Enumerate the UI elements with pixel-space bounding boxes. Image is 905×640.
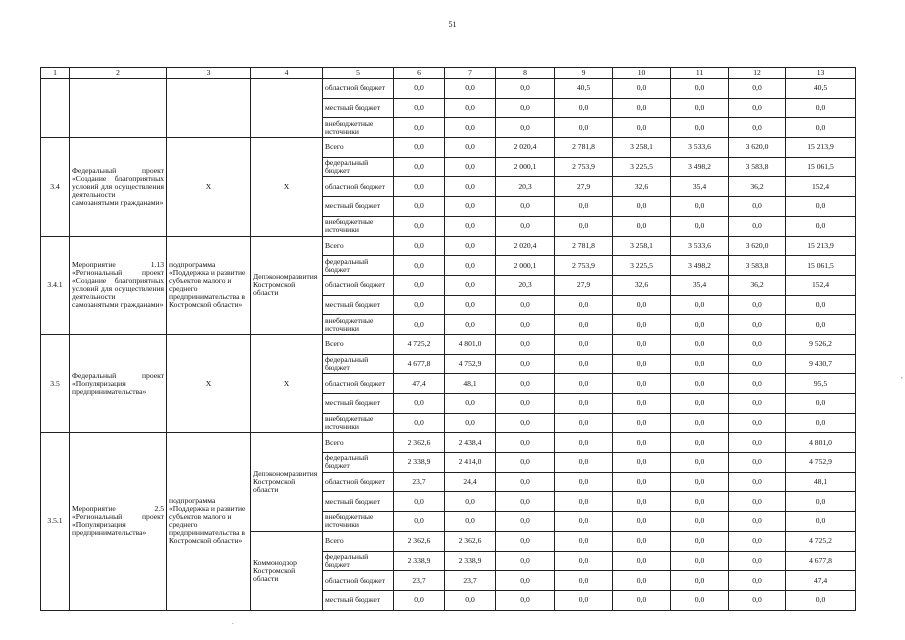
value-cell: 0,0 — [613, 394, 671, 414]
value-cell: 0,0 — [671, 197, 729, 217]
item-name: Мероприятие 2.5 «Региональный проект «Популяризация предпринимательства» — [70, 433, 167, 610]
value-cell: 0,0 — [555, 354, 613, 374]
value-cell: 0,0 — [496, 551, 555, 571]
value-cell: 0,0 — [671, 374, 729, 394]
funding-source: областной бюджет — [323, 79, 394, 99]
executor-cell: Депэкономразвития Костромской области — [251, 433, 323, 531]
value-cell: 152,4 — [786, 177, 856, 197]
value-cell: 0,0 — [729, 118, 786, 138]
column-header: 4 — [251, 68, 323, 79]
value-cell: 3 583,8 — [729, 256, 786, 276]
value-cell: 0,0 — [729, 334, 786, 354]
value-cell: 0,0 — [555, 394, 613, 414]
funding-source: внебюджетные источники — [323, 413, 394, 433]
value-cell: 0,0 — [671, 394, 729, 414]
value-cell: 0,0 — [786, 315, 856, 335]
value-cell: 0,0 — [394, 275, 445, 295]
value-cell: 0,0 — [445, 216, 496, 236]
value-cell: 0,0 — [613, 413, 671, 433]
value-cell: 3 583,8 — [729, 157, 786, 177]
executor-cell: Депэкономразвития Костромской области — [251, 236, 323, 334]
funding-source: федеральный бюджет — [323, 453, 394, 473]
value-cell: 0,0 — [394, 79, 445, 99]
funding-source: местный бюджет — [323, 197, 394, 217]
value-cell: 0,0 — [496, 98, 555, 118]
value-cell: 0,0 — [445, 492, 496, 512]
value-cell: 0,0 — [496, 374, 555, 394]
value-cell: 0,0 — [613, 118, 671, 138]
value-cell: 0,0 — [445, 79, 496, 99]
value-cell: 4 752,9 — [445, 354, 496, 374]
value-cell: 0,0 — [555, 315, 613, 335]
column-header: 3 — [167, 68, 251, 79]
funding-source: областной бюджет — [323, 472, 394, 492]
value-cell: 9 526,2 — [786, 334, 856, 354]
value-cell: 3 498,2 — [671, 256, 729, 276]
column-header: 8 — [496, 68, 555, 79]
value-cell: 0,0 — [555, 374, 613, 394]
value-cell: 23,7 — [394, 472, 445, 492]
value-cell: 35,4 — [671, 177, 729, 197]
value-cell: 0,0 — [729, 571, 786, 591]
subprogram-cell: подпрограмма «Поддержка и развитие субъектов малого и среднего предпринимательства в Костромской области» — [167, 433, 251, 610]
value-cell: 3 498,2 — [671, 157, 729, 177]
value-cell: 0,0 — [555, 98, 613, 118]
value-cell: 0,0 — [671, 118, 729, 138]
value-cell: 0,0 — [496, 531, 555, 551]
value-cell: 0,0 — [555, 334, 613, 354]
funding-source: внебюджетные источники — [323, 315, 394, 335]
value-cell: 4 752,9 — [786, 453, 856, 473]
value-cell: 3 258,1 — [613, 236, 671, 256]
value-cell: 0,0 — [786, 295, 856, 315]
column-header: 9 — [555, 68, 613, 79]
value-cell: 0,0 — [394, 315, 445, 335]
funding-source: Всего — [323, 531, 394, 551]
value-cell: 2 000,1 — [496, 256, 555, 276]
value-cell: 0,0 — [394, 394, 445, 414]
value-cell: 0,0 — [445, 512, 496, 532]
value-cell: 0,0 — [786, 197, 856, 217]
column-header: 2 — [70, 68, 167, 79]
value-cell: 32,6 — [613, 177, 671, 197]
value-cell: 0,0 — [729, 413, 786, 433]
value-cell: 0,0 — [555, 216, 613, 236]
column-header: 6 — [394, 68, 445, 79]
value-cell: 0,0 — [394, 256, 445, 276]
value-cell: 3 225,5 — [613, 157, 671, 177]
value-cell: 0,0 — [671, 492, 729, 512]
item-number: 3.5 — [41, 334, 70, 432]
value-cell: 0,0 — [613, 492, 671, 512]
funding-source: областной бюджет — [323, 275, 394, 295]
value-cell: 0,0 — [786, 512, 856, 532]
funding-source: внебюджетные источники — [323, 216, 394, 236]
value-cell: 0,0 — [671, 216, 729, 236]
value-cell: 0,0 — [394, 413, 445, 433]
value-cell: 0,0 — [671, 571, 729, 591]
value-cell: 0,0 — [555, 512, 613, 532]
value-cell: 0,0 — [496, 394, 555, 414]
value-cell: 48,1 — [786, 472, 856, 492]
item-number: 3.4.1 — [41, 236, 70, 334]
value-cell: 0,0 — [496, 216, 555, 236]
table-row — [41, 334, 856, 354]
column-header: 11 — [671, 68, 729, 79]
value-cell: 0,0 — [445, 236, 496, 256]
value-cell: 0,0 — [555, 472, 613, 492]
value-cell: 3 533,6 — [671, 236, 729, 256]
value-cell: 0,0 — [496, 492, 555, 512]
value-cell: 0,0 — [613, 531, 671, 551]
item-name: Мероприятие 1.13 «Региональный проект «Создание благоприятных условий для осуществления деятельности самозанятыми гражданами» — [70, 236, 167, 334]
funding-source: местный бюджет — [323, 295, 394, 315]
value-cell: 15 213,9 — [786, 236, 856, 256]
value-cell: 0,0 — [445, 157, 496, 177]
value-cell: 0,0 — [394, 236, 445, 256]
value-cell: 0,0 — [445, 394, 496, 414]
value-cell: 15 213,9 — [786, 138, 856, 158]
value-cell: 0,0 — [445, 275, 496, 295]
item-name: Федеральный проект «Создание благоприятных условий для осуществления деятельности самозанятыми гражданами» — [70, 138, 167, 236]
value-cell: 0,0 — [729, 354, 786, 374]
funding-source: местный бюджет — [323, 590, 394, 610]
page-number: 51 — [448, 20, 457, 29]
executor-cell: Коммонодзор Костромской области — [251, 531, 323, 610]
value-cell: 2 753,9 — [555, 256, 613, 276]
value-cell: 0,0 — [613, 197, 671, 217]
value-cell: 3 225,5 — [613, 256, 671, 276]
value-cell: 0,0 — [496, 334, 555, 354]
value-cell: 0,0 — [394, 138, 445, 158]
value-cell: 0,0 — [671, 334, 729, 354]
value-cell: 2 020,4 — [496, 138, 555, 158]
value-cell: 4 801,0 — [786, 433, 856, 453]
funding-source: федеральный бюджет — [323, 256, 394, 276]
value-cell: 3 620,0 — [729, 236, 786, 256]
value-cell: 0,0 — [445, 295, 496, 315]
value-cell: 0,0 — [394, 590, 445, 610]
value-cell: 0,0 — [671, 433, 729, 453]
value-cell: 0,0 — [729, 453, 786, 473]
value-cell: 0,0 — [671, 413, 729, 433]
value-cell: 0,0 — [445, 197, 496, 217]
value-cell: 32,6 — [613, 275, 671, 295]
value-cell: 40,5 — [786, 79, 856, 99]
value-cell: 0,0 — [555, 453, 613, 473]
value-cell: 0,0 — [613, 79, 671, 99]
value-cell: 0,0 — [729, 433, 786, 453]
funding-source: федеральный бюджет — [323, 354, 394, 374]
funding-source: внебюджетные источники — [323, 512, 394, 532]
value-cell: 0,0 — [555, 413, 613, 433]
column-header: 1 — [41, 68, 70, 79]
value-cell: 0,0 — [613, 472, 671, 492]
value-cell: 47,4 — [786, 571, 856, 591]
value-cell: 2 438,4 — [445, 433, 496, 453]
value-cell: 0,0 — [394, 216, 445, 236]
value-cell: 4 677,8 — [786, 551, 856, 571]
value-cell: 0,0 — [445, 413, 496, 433]
item-name — [70, 79, 167, 138]
value-cell: 0,0 — [729, 551, 786, 571]
value-cell: 0,0 — [729, 295, 786, 315]
value-cell: 0,0 — [786, 98, 856, 118]
value-cell: 0,0 — [496, 79, 555, 99]
value-cell: 0,0 — [671, 79, 729, 99]
value-cell: 0,0 — [786, 590, 856, 610]
value-cell: 35,4 — [671, 275, 729, 295]
subprogram-cell: подпрограмма «Поддержка и развитие субъектов малого и среднего предпринимательства в Костромской области» — [167, 236, 251, 334]
value-cell: 47,4 — [394, 374, 445, 394]
value-cell: 0,0 — [613, 453, 671, 473]
subprogram-cell: Х — [167, 334, 251, 432]
funding-source: местный бюджет — [323, 492, 394, 512]
value-cell: 0,0 — [555, 118, 613, 138]
value-cell: 0,0 — [394, 118, 445, 138]
value-cell: 27,9 — [555, 177, 613, 197]
value-cell: 0,0 — [613, 354, 671, 374]
value-cell: 0,0 — [729, 197, 786, 217]
value-cell: 0,0 — [613, 590, 671, 610]
table-row — [41, 433, 856, 453]
value-cell: 0,0 — [786, 492, 856, 512]
value-cell: 0,0 — [496, 453, 555, 473]
value-cell: 0,0 — [496, 472, 555, 492]
item-number — [41, 79, 70, 138]
value-cell: 0,0 — [445, 138, 496, 158]
value-cell: 0,0 — [613, 334, 671, 354]
value-cell: 0,0 — [394, 295, 445, 315]
value-cell: 0,0 — [496, 512, 555, 532]
value-cell: 0,0 — [671, 453, 729, 473]
value-cell: 0,0 — [555, 492, 613, 512]
value-cell: 0,0 — [729, 531, 786, 551]
value-cell: 0,0 — [671, 472, 729, 492]
value-cell: 2 362,6 — [445, 531, 496, 551]
value-cell: 4 801,0 — [445, 334, 496, 354]
value-cell: 4 725,2 — [394, 334, 445, 354]
scan-mark: . — [232, 618, 234, 626]
value-cell: 0,0 — [613, 216, 671, 236]
funding-source: Всего — [323, 138, 394, 158]
value-cell: 0,0 — [496, 433, 555, 453]
value-cell: 0,0 — [445, 256, 496, 276]
subprogram-cell — [167, 79, 251, 138]
value-cell: 0,0 — [786, 118, 856, 138]
value-cell: 2 338,9 — [394, 551, 445, 571]
value-cell: 0,0 — [496, 295, 555, 315]
value-cell: 20,3 — [496, 177, 555, 197]
value-cell: 2 414,0 — [445, 453, 496, 473]
value-cell: 0,0 — [496, 413, 555, 433]
funding-source: Всего — [323, 334, 394, 354]
value-cell: 3 620,0 — [729, 138, 786, 158]
item-number: 3.4 — [41, 138, 70, 236]
value-cell: 0,0 — [729, 315, 786, 335]
value-cell: 0,0 — [445, 98, 496, 118]
value-cell: 40,5 — [555, 79, 613, 99]
value-cell: 0,0 — [613, 512, 671, 532]
value-cell: 0,0 — [555, 531, 613, 551]
value-cell: 0,0 — [729, 472, 786, 492]
funding-source: Всего — [323, 433, 394, 453]
item-name: Федеральный проект «Популяризация предпринимательства» — [70, 334, 167, 432]
value-cell: 0,0 — [671, 295, 729, 315]
value-cell: 0,0 — [496, 354, 555, 374]
value-cell: 0,0 — [394, 197, 445, 217]
value-cell: 3 258,1 — [613, 138, 671, 158]
value-cell: 2 362,6 — [394, 433, 445, 453]
column-header: 12 — [729, 68, 786, 79]
value-cell: 0,0 — [729, 79, 786, 99]
executor-cell: Х — [251, 334, 323, 432]
value-cell: 0,0 — [729, 98, 786, 118]
value-cell: 0,0 — [786, 413, 856, 433]
value-cell: 24,4 — [445, 472, 496, 492]
value-cell: 0,0 — [613, 315, 671, 335]
value-cell: 0,0 — [671, 512, 729, 532]
value-cell: 4 677,8 — [394, 354, 445, 374]
value-cell: 0,0 — [613, 551, 671, 571]
value-cell: 0,0 — [394, 98, 445, 118]
value-cell: 4 725,2 — [786, 531, 856, 551]
value-cell: 36,2 — [729, 177, 786, 197]
value-cell: 0,0 — [671, 315, 729, 335]
value-cell: 0,0 — [496, 118, 555, 138]
funding-source: местный бюджет — [323, 394, 394, 414]
value-cell: 0,0 — [496, 590, 555, 610]
value-cell: 0,0 — [496, 197, 555, 217]
value-cell: 0,0 — [671, 531, 729, 551]
value-cell: 0,0 — [394, 512, 445, 532]
value-cell: 0,0 — [445, 177, 496, 197]
value-cell: 0,0 — [555, 433, 613, 453]
value-cell: 15 061,5 — [786, 157, 856, 177]
value-cell: 20,3 — [496, 275, 555, 295]
value-cell: 0,0 — [671, 590, 729, 610]
value-cell: 2 781,8 — [555, 138, 613, 158]
value-cell: 0,0 — [786, 216, 856, 236]
value-cell: 0,0 — [394, 177, 445, 197]
value-cell: 0,0 — [613, 374, 671, 394]
funding-source: внебюджетные источники — [323, 118, 394, 138]
value-cell: 0,0 — [613, 295, 671, 315]
value-cell: 0,0 — [555, 197, 613, 217]
value-cell: 15 061,5 — [786, 256, 856, 276]
value-cell: 0,0 — [394, 492, 445, 512]
value-cell: 0,0 — [555, 571, 613, 591]
funding-source: федеральный бюджет — [323, 551, 394, 571]
value-cell: 0,0 — [729, 394, 786, 414]
value-cell: 3 533,6 — [671, 138, 729, 158]
value-cell: 0,0 — [613, 98, 671, 118]
value-cell: 0,0 — [613, 433, 671, 453]
value-cell: 2 020,4 — [496, 236, 555, 256]
value-cell: 95,5 — [786, 374, 856, 394]
funding-source: Всего — [323, 236, 394, 256]
value-cell: 0,0 — [496, 571, 555, 591]
funding-source: местный бюджет — [323, 98, 394, 118]
value-cell: 0,0 — [786, 394, 856, 414]
header-row — [41, 68, 856, 79]
value-cell: 0,0 — [671, 551, 729, 571]
value-cell: 2 338,9 — [394, 453, 445, 473]
value-cell: 0,0 — [729, 492, 786, 512]
funding-source: федеральный бюджет — [323, 157, 394, 177]
value-cell: 0,0 — [445, 315, 496, 335]
value-cell: 2 000,1 — [496, 157, 555, 177]
value-cell: 0,0 — [671, 354, 729, 374]
value-cell: 2 338,9 — [445, 551, 496, 571]
value-cell: 0,0 — [496, 315, 555, 335]
value-cell: 0,0 — [555, 590, 613, 610]
executor-cell: Х — [251, 138, 323, 236]
value-cell: 0,0 — [445, 590, 496, 610]
value-cell: 0,0 — [671, 98, 729, 118]
value-cell: 152,4 — [786, 275, 856, 295]
value-cell: 23,7 — [394, 571, 445, 591]
item-number: 3.5.1 — [41, 433, 70, 610]
value-cell: 0,0 — [445, 118, 496, 138]
budget-table — [40, 67, 856, 611]
value-cell: 0,0 — [555, 551, 613, 571]
value-cell: 36,2 — [729, 275, 786, 295]
value-cell: 2 362,6 — [394, 531, 445, 551]
value-cell: 0,0 — [394, 157, 445, 177]
table-row — [41, 236, 856, 256]
executor-cell — [251, 79, 323, 138]
value-cell: 9 430,7 — [786, 354, 856, 374]
value-cell: 0,0 — [613, 571, 671, 591]
value-cell: 0,0 — [555, 295, 613, 315]
value-cell: 0,0 — [729, 374, 786, 394]
value-cell: 2 781,8 — [555, 236, 613, 256]
funding-source: областной бюджет — [323, 571, 394, 591]
value-cell: 27,9 — [555, 275, 613, 295]
funding-source: областной бюджет — [323, 177, 394, 197]
table-row — [41, 138, 856, 158]
scan-mark: , — [901, 372, 903, 380]
column-header: 13 — [786, 68, 856, 79]
column-header: 5 — [323, 68, 394, 79]
table-row — [41, 79, 856, 99]
funding-source: областной бюджет — [323, 374, 394, 394]
column-header: 7 — [445, 68, 496, 79]
value-cell: 0,0 — [729, 590, 786, 610]
value-cell: 2 753,9 — [555, 157, 613, 177]
value-cell: 0,0 — [729, 216, 786, 236]
value-cell: 0,0 — [729, 512, 786, 532]
value-cell: 48,1 — [445, 374, 496, 394]
value-cell: 23,7 — [445, 571, 496, 591]
column-header: 10 — [613, 68, 671, 79]
subprogram-cell: Х — [167, 138, 251, 236]
